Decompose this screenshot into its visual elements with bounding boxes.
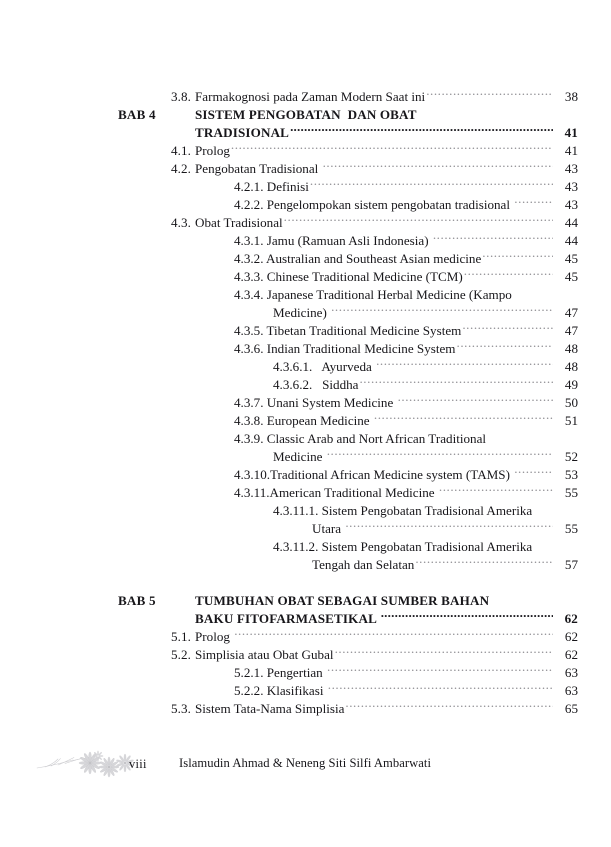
toc-entry-body (195, 484, 578, 502)
toc-entry[interactable] (0, 502, 611, 520)
toc-dot-leader (376, 358, 553, 371)
toc-entry-title: Prolog (195, 629, 234, 644)
toc-entry-number: 5.3. (170, 701, 191, 716)
toc-entry[interactable] (0, 178, 611, 196)
toc-entry-body (195, 394, 578, 412)
toc-entry-title: 4.3.7. Unani System Medicine (234, 395, 397, 410)
toc-entry-title: 5.2.1. Pengertian (234, 665, 327, 680)
toc-entry-number: 4.3. (170, 215, 191, 230)
toc-dot-leader (335, 646, 553, 659)
toc-entry-title: 4.3.11.2. Sistem Pengobatan Tradisional Amerika (273, 539, 533, 554)
toc-page-number: 45 (564, 269, 578, 284)
toc-entry-number: BAB 5 (118, 593, 156, 608)
toc-entry[interactable] (0, 106, 611, 124)
toc-entry-body (195, 376, 578, 394)
toc-entry-title: 4.3.11.1. Sistem Pengobatan Tradisional Amerika (273, 503, 533, 518)
toc-entry-body (195, 466, 578, 484)
toc-dot-leader (513, 286, 553, 299)
toc-entry[interactable] (0, 610, 611, 628)
toc-entry-body (195, 160, 578, 178)
toc-entry-title: 5.2.2. Klasifikasi (234, 683, 327, 698)
toc-dot-leader (482, 250, 553, 263)
toc-entry-title: 4.3.10.Traditional African Medicine system (TAMS) (234, 467, 514, 482)
toc-dot-leader (418, 106, 553, 119)
toc-entry[interactable] (0, 538, 611, 556)
toc-entry[interactable] (0, 592, 611, 610)
toc-dot-leader (374, 412, 553, 425)
toc-dot-leader (359, 376, 553, 389)
toc-entry-title: 4.3.1. Jamu (Ramuan Asli Indonesia) (234, 233, 432, 248)
toc-page-number: 49 (564, 377, 578, 392)
toc-entry-title: Pengobatan Tradisional (195, 161, 322, 176)
toc-page-number: 47 (564, 323, 578, 338)
toc-dot-leader (231, 142, 553, 155)
toc-entry[interactable] (0, 412, 611, 430)
toc-dot-leader (514, 196, 553, 209)
toc-entry[interactable] (0, 322, 611, 340)
page-footer (0, 752, 611, 792)
toc-dot-leader (345, 700, 553, 713)
toc-entry-body (195, 412, 578, 430)
toc-page-number: 41 (564, 143, 578, 158)
toc-entry-title: 4.2.2. Pengelompokan sistem pengobatan tradisional (234, 197, 514, 212)
toc-entry-title: Prolog (195, 143, 230, 158)
toc-entry-title: 4.3.6. Indian Traditional Medicine System (234, 341, 456, 356)
toc-entry-title: 4.3.8. European Medicine (234, 413, 373, 428)
toc-entry-title: 4.3.5. Tibetan Traditional Medicine System (234, 323, 462, 338)
toc-page-number: 47 (564, 305, 578, 320)
toc-dot-leader (464, 268, 553, 281)
toc-entry[interactable] (0, 430, 611, 448)
toc-entry-body (195, 178, 578, 196)
toc-entry-body (195, 250, 578, 268)
toc-entry[interactable] (0, 664, 611, 682)
toc-entry[interactable] (0, 160, 611, 178)
toc-page-number: 50 (564, 395, 578, 410)
toc-entry-title: Obat Tradisional (195, 215, 283, 230)
toc-entry-body (195, 646, 578, 664)
toc-entry[interactable] (0, 394, 611, 412)
toc-entry-title: Medicine (273, 449, 326, 464)
toc-entry[interactable] (0, 232, 611, 250)
toc-entry-body (195, 106, 578, 124)
toc-dot-leader (433, 232, 553, 245)
toc-page-number: 65 (564, 701, 578, 716)
toc-dot-leader (327, 448, 553, 461)
toc-entry-title: 4.3.6.2. Siddha (273, 377, 359, 392)
toc-entry[interactable] (0, 628, 611, 646)
toc-entry[interactable] (0, 214, 611, 232)
toc-entry-number: 5.2. (170, 647, 191, 662)
toc-dot-leader (234, 628, 553, 641)
footer-author-line: Islamudin Ahmad & Neneng Siti Silfi Ambarwati (179, 756, 432, 770)
toc-entry-title: 4.3.6.1. Ayurveda (273, 359, 376, 374)
toc-entry-body (195, 232, 578, 250)
toc-entry-body (195, 142, 578, 160)
toc-entry-body (195, 700, 578, 718)
toc-entry[interactable] (0, 376, 611, 394)
toc-entry-title: SISTEM PENGOBATAN DAN OBAT (195, 107, 417, 122)
toc-page-number: 44 (564, 233, 578, 248)
toc-entry-body (195, 340, 578, 358)
toc-entry[interactable] (0, 466, 611, 484)
toc-entry-body (195, 448, 578, 466)
toc-page-number: 57 (564, 557, 578, 572)
toc-page-number: 38 (564, 89, 578, 104)
toc-page-number: 62 (564, 647, 578, 662)
toc-entry-body (195, 520, 578, 538)
toc-entry-body (195, 664, 578, 682)
toc-page-number: 55 (564, 485, 578, 500)
toc-dot-leader (381, 610, 553, 623)
floral-branch-ornament-icon (36, 746, 140, 782)
toc-entry-body (195, 538, 578, 556)
toc-entry[interactable] (0, 286, 611, 304)
toc-entry[interactable] (0, 484, 611, 502)
toc-dot-leader (514, 466, 553, 479)
toc-dot-leader (290, 124, 553, 137)
toc-entry-body (195, 556, 578, 574)
toc-entry-title: BAKU FITOFARMASETIKAL (195, 611, 380, 626)
toc-page-number: 45 (564, 251, 578, 266)
toc-entry-body (195, 304, 578, 322)
table-of-contents (0, 88, 611, 718)
toc-dot-leader (490, 592, 553, 605)
toc-entry-title: Sistem Tata-Nama Simplisia (195, 701, 345, 716)
toc-page-number: 52 (564, 449, 578, 464)
toc-entry[interactable] (0, 196, 611, 214)
page-folio-number: viii (129, 757, 147, 771)
toc-page-number: 62 (564, 629, 578, 644)
toc-entry-title: Tengah dan Selatan (312, 557, 415, 572)
toc-page-number: 62 (564, 611, 578, 626)
toc-entry-title: TUMBUHAN OBAT SEBAGAI SUMBER BAHAN (195, 593, 490, 608)
toc-entry[interactable] (0, 142, 611, 160)
toc-entry[interactable] (0, 268, 611, 286)
toc-dot-leader (462, 322, 553, 335)
toc-dot-leader (345, 520, 553, 533)
toc-entry-title: 4.2.1. Definisi (234, 179, 309, 194)
toc-entry-title: Farmakognosi pada Zaman Modern Saat ini (195, 89, 426, 104)
toc-entry-body (195, 628, 578, 646)
toc-entry-number: 4.1. (170, 143, 191, 158)
toc-entry[interactable] (0, 682, 611, 700)
toc-dot-leader (398, 394, 553, 407)
toc-entry-number: BAB 4 (118, 107, 156, 122)
toc-page-number: 51 (564, 413, 578, 428)
toc-dot-leader (457, 340, 554, 353)
toc-dot-leader (533, 538, 553, 551)
toc-dot-leader (487, 430, 553, 443)
toc-page-number: 63 (564, 683, 578, 698)
toc-entry[interactable] (0, 556, 611, 574)
toc-entry[interactable] (0, 304, 611, 322)
toc-dot-leader (415, 556, 553, 569)
toc-entry-body (195, 214, 578, 232)
toc-dot-leader (327, 664, 553, 677)
toc-page-number: 43 (564, 197, 578, 212)
toc-dot-leader (331, 304, 553, 317)
toc-entry-body (195, 358, 578, 376)
toc-entry-title: 4.3.9. Classic Arab and Nort African Traditional (234, 431, 487, 446)
toc-entry-title: Simplisia atau Obat Gubal (195, 647, 334, 662)
toc-entry[interactable] (0, 250, 611, 268)
toc-entry[interactable] (0, 448, 611, 466)
toc-page-number: 43 (564, 161, 578, 176)
toc-dot-leader (328, 682, 553, 695)
toc-entry-body (195, 502, 578, 520)
toc-entry-number: 3.8. (170, 89, 191, 104)
toc-entry[interactable] (0, 520, 611, 538)
toc-entry[interactable] (0, 358, 611, 376)
toc-entry-body (195, 682, 578, 700)
toc-entry-number: 4.2. (170, 161, 191, 176)
toc-entry[interactable] (0, 700, 611, 718)
toc-dot-leader (439, 484, 553, 497)
toc-entry-body (195, 268, 578, 286)
toc-page-number: 55 (564, 521, 578, 536)
toc-dot-leader (323, 160, 553, 173)
toc-entry-title: 4.3.11.American Traditional Medicine (234, 485, 438, 500)
toc-page-number: 53 (564, 467, 578, 482)
toc-entry-body (195, 610, 578, 628)
toc-entry-title: 4.3.4. Japanese Traditional Herbal Medicine (Kampo (234, 287, 512, 302)
toc-entry-title: Utara (312, 521, 345, 536)
toc-entry-title: TRADISIONAL (195, 125, 290, 140)
toc-entry-body (195, 430, 578, 448)
toc-page-number: 44 (564, 215, 578, 230)
toc-entry-body (195, 286, 578, 304)
toc-entry-body (195, 322, 578, 340)
toc-entry-body (195, 124, 578, 142)
toc-dot-leader (310, 178, 553, 191)
toc-entry-title: 4.3.3. Chinese Traditional Medicine (TCM) (234, 269, 463, 284)
toc-entry-number: 5.1. (170, 629, 191, 644)
toc-dot-leader (284, 214, 553, 227)
toc-entry[interactable] (0, 124, 611, 142)
toc-page-number: 48 (564, 359, 578, 374)
toc-page-number: 48 (564, 341, 578, 356)
toc-entry-body (195, 88, 578, 106)
toc-entry[interactable] (0, 340, 611, 358)
toc-page-number: 63 (564, 665, 578, 680)
toc-entry[interactable] (0, 646, 611, 664)
toc-entry-body (195, 592, 578, 610)
toc-dot-leader (426, 88, 553, 101)
toc-spacer (0, 574, 611, 592)
toc-page-number: 43 (564, 179, 578, 194)
toc-dot-leader (533, 502, 553, 515)
toc-entry-title: Medicine) (273, 305, 331, 320)
toc-entry-body (195, 196, 578, 214)
toc-entry[interactable] (0, 88, 611, 106)
toc-entry-title: 4.3.2. Australian and Southeast Asian medicine (234, 251, 482, 266)
toc-page-number: 41 (564, 125, 578, 140)
